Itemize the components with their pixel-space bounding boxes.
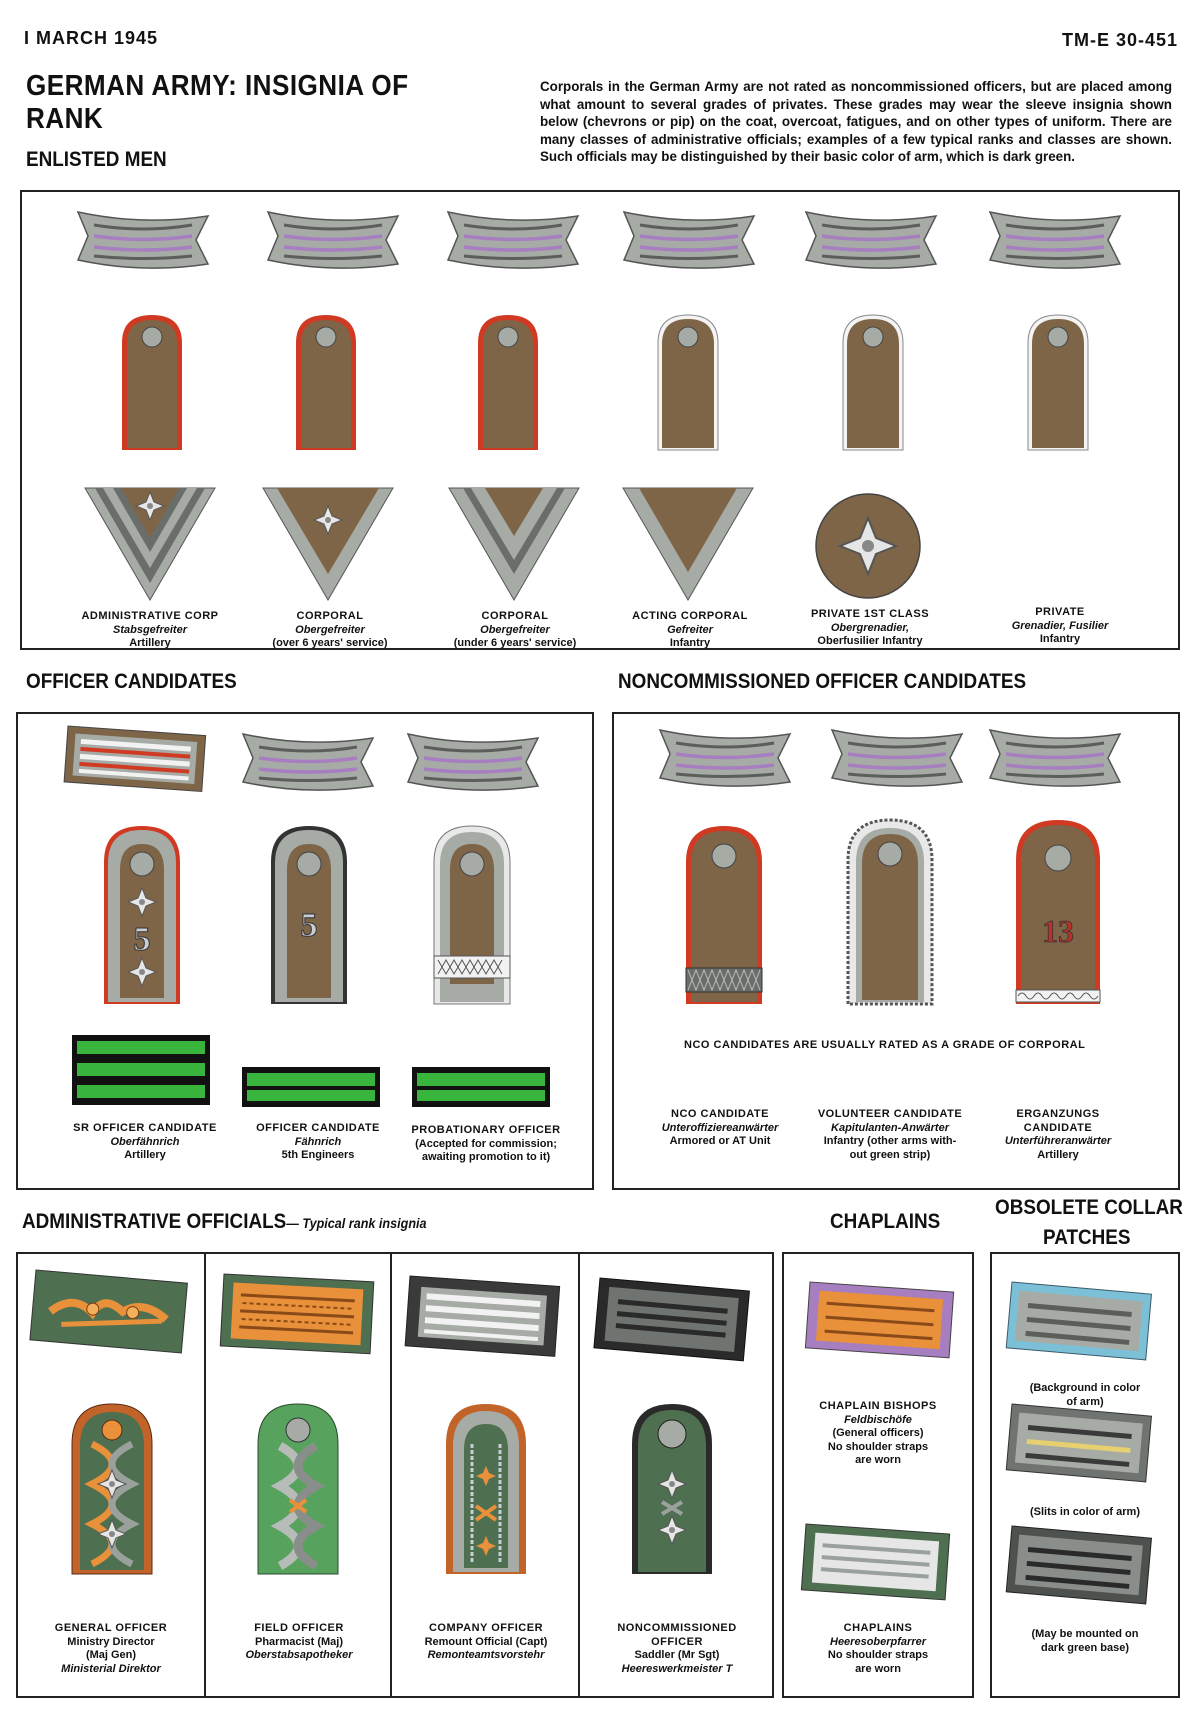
caption-obsolete-1: (Background in color of arm) (1029, 1382, 1141, 1408)
caption-corporal-over: CORPORAL Obergefreiter (over 6 years' service) (272, 610, 388, 649)
caption-officer-candidate: OFFICER CANDIDATE Fähnrich 5th Engineers (256, 1122, 380, 1161)
caption-private-1st-class: PRIVATE 1ST CLASS Obergrenadier, Oberfusilier Infantry (810, 608, 930, 647)
page-date: I MARCH 1945 (24, 28, 159, 48)
numeral-5-b: 5 (300, 907, 318, 944)
caption-nco-candidate: NCO CANDIDATE Unteroffiziereanwärter Armored or AT Unit (661, 1108, 779, 1147)
numeral-5-a: 5 (133, 921, 151, 958)
caption-general-officer: GENERAL OFFICER Ministry Director (Maj Gen) Ministerial Direktor (54, 1622, 168, 1675)
caption-corporal-under: CORPORAL Obergefreiter (under 6 years' service) (453, 610, 577, 649)
section-chaplains: CHAPLAINS (830, 1210, 941, 1233)
caption-field-officer: FIELD OFFICER Pharmacist (Maj) Oberstabsapotheker (245, 1622, 353, 1661)
caption-nco-official: NONCOMMISSIONED OFFICER Saddler (Mr Sgt) Heereswerkmeister T (617, 1622, 737, 1675)
caption-erganzungs-candidate: ERGANZUNGS CANDIDATE Unterführeranwärter Artillery (1004, 1108, 1112, 1161)
caption-volunteer-candidate: VOLUNTEER CANDIDATE Kapitulanten-Anwärter Infantry (other arms with- out green strip) (817, 1108, 963, 1161)
caption-chaplain-bishops: CHAPLAIN BISHOPS Feldbischöfe (General officers) No shoulder straps are worn (819, 1400, 937, 1466)
page-title: GERMAN ARMY: INSIGNIA OF RANK (26, 70, 409, 135)
section-admin-subtitle: — Typical rank insignia (286, 1215, 427, 1231)
numeral-13: 13 (1042, 913, 1074, 949)
caption-probationary-officer: PROBATIONARY OFFICER (Accepted for commission; awaiting promotion to it) (411, 1124, 561, 1163)
section-obsolete-line2: PATCHES (1043, 1226, 1131, 1249)
caption-acting-corporal: ACTING CORPORAL Gefreiter Infantry (632, 610, 748, 649)
caption-administrative-corp: ADMINISTRATIVE CORP Stabsgefreiter Artillery (81, 610, 219, 649)
manual-number: TM-E 30-451 (1062, 30, 1179, 50)
intro-text: Corporals in the German Army are not rated as noncommissioned officers, but are placed among what amount to several grades of privates. These grades may wear the sleeve insignia shown below (chevrons or pip) on the coat, overcoat, fatigues, and on other types of uniform. There are many classes of administrative officials; examples of a few typical ranks and classes are shown. Such officials may be distinguished by their basic color of arm, which is dark green. (540, 79, 1172, 164)
section-officer-candidates: OFFICER CANDIDATES (26, 670, 237, 693)
caption-chaplains: CHAPLAINS Heeresoberpfarrer No shoulder straps are worn (827, 1622, 929, 1675)
caption-company-officer: COMPANY OFFICER Remount Official (Capt) Remonteamtsvorstehr (424, 1622, 548, 1661)
section-nco-candidates: NONCOMMISSIONED OFFICER CANDIDATES (618, 670, 1027, 693)
nco-candidates-note: NCO CANDIDATES ARE USUALLY RATED AS A GRADE OF CORPORAL (684, 1039, 1086, 1051)
section-enlisted-men: ENLISTED MEN (26, 148, 167, 171)
section-obsolete-line1: OBSOLETE COLLAR (995, 1196, 1183, 1219)
caption-obsolete-2: (Slits in color of arm) (1029, 1506, 1140, 1518)
caption-obsolete-3: (May be mounted on dark green base) (1031, 1628, 1139, 1654)
caption-sr-officer-candidate: SR OFFICER CANDIDATE Oberfähnrich Artillery (73, 1122, 217, 1161)
section-admin-officials: ADMINISTRATIVE OFFICIALS— Typical rank insignia (22, 1210, 427, 1233)
caption-private: PRIVATE Grenadier, Fusilier Infantry (1011, 606, 1109, 645)
